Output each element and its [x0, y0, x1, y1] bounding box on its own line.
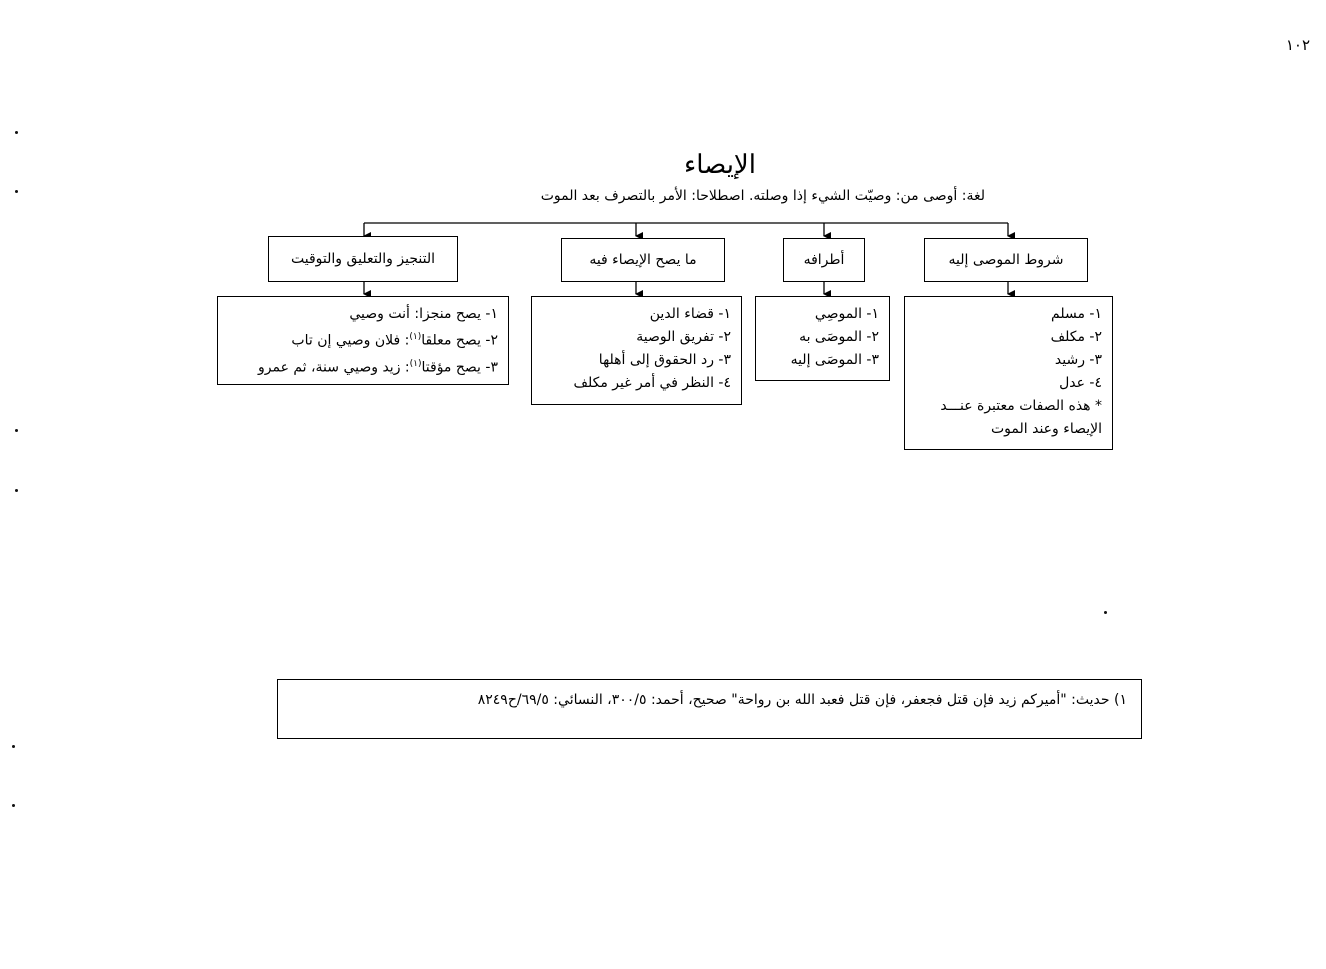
footnote-marker: (١)	[409, 332, 422, 342]
list-parties	[755, 296, 890, 381]
list-item-text: ٢- يصح معلقا	[421, 332, 498, 349]
scan-speck	[12, 804, 15, 807]
list-item	[228, 303, 498, 326]
page-number: ١٠٢	[1285, 36, 1310, 54]
footnote-text: ١) حديث: "أميركم زيد فإن قتل فجعفر، فإن قتل فعبد الله بن رواحة" صحيح، أحمد: ٣٠٠/٥، النسائي: ٦٩/٥/ح٨٢٤٩	[477, 692, 1127, 708]
scan-speck	[15, 429, 18, 432]
footnote-marker: (١)	[409, 358, 422, 369]
list-item	[228, 326, 498, 353]
header-forms-label: التنجيز والتعليق والتوقيت	[291, 251, 435, 267]
list-item: ٢- الموصَى به	[799, 329, 879, 345]
list-item: ٢- مكلف	[1050, 329, 1102, 345]
scan-speck	[15, 131, 18, 134]
list-item	[228, 353, 498, 380]
list-item: ٢- تفريق الوصية	[636, 329, 731, 345]
page-title: الإيصاء	[684, 150, 756, 180]
list-item-rest: : زيد وصيي سنة، ثم عمرو	[257, 359, 410, 376]
header-forms	[268, 236, 458, 282]
header-valid-matters	[561, 238, 725, 282]
list-item: ١- قضاء الدين	[649, 306, 731, 322]
list-item: ٣- الموصَى إليه	[790, 352, 879, 368]
list-item: * هذه الصفات معتبرة عنـــد	[940, 398, 1102, 414]
scan-speck	[12, 745, 15, 748]
list-item-text: ١- يصح منجزا: أنت وصيي	[349, 306, 498, 322]
list-item-text: ٣- يصح مؤقتا	[421, 359, 498, 376]
header-valid-matters-label: ما يصح الإيصاء فيه	[589, 252, 697, 268]
list-item: ٣- رد الحقوق إلى أهلها	[598, 352, 731, 368]
scan-speck	[15, 190, 18, 193]
footnote-box	[277, 679, 1142, 739]
list-item: ٤- النظر في أمر غير مكلف	[573, 375, 731, 391]
scan-speck	[15, 489, 18, 492]
scan-speck	[1104, 611, 1107, 614]
list-conditions	[904, 296, 1113, 450]
header-parties-label: أطرافه	[803, 252, 845, 268]
header-conditions	[924, 238, 1088, 282]
list-item-rest: : فلان وصيي إن تاب	[291, 332, 410, 349]
list-item: الإيصاء وعند الموت	[990, 421, 1102, 437]
list-item: ٣- رشيد	[1054, 352, 1102, 368]
list-valid-matters	[531, 296, 742, 405]
list-item: ٤- عدل	[1059, 375, 1102, 391]
list-item: ١- الموصِي	[814, 306, 879, 322]
list-item: ١- مسلم	[1051, 306, 1102, 322]
header-parties	[783, 238, 865, 282]
definition-text: لغة: أوصى من: وصيّت الشيء إذا وصلته. اصطلاحا: الأمر بالتصرف بعد الموت	[540, 188, 985, 204]
header-conditions-label: شروط الموصى إليه	[948, 252, 1064, 268]
list-forms	[217, 296, 509, 385]
